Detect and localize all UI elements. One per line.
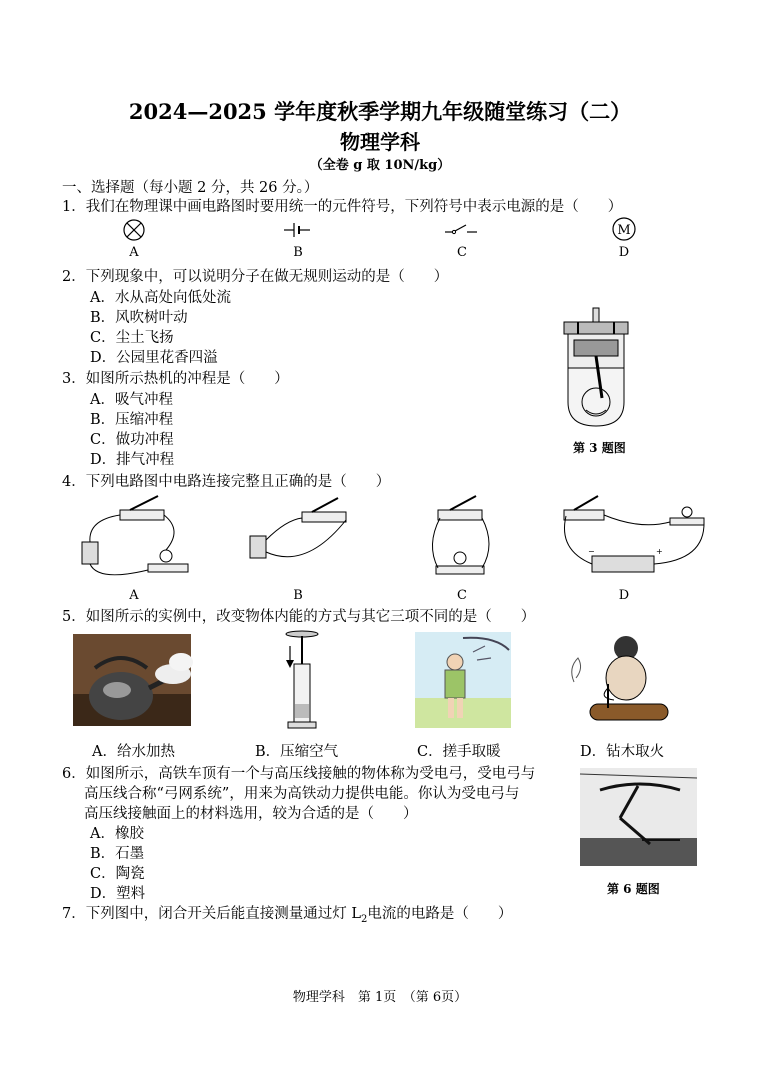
q3-figure-caption: 第 3 题图 bbox=[573, 441, 626, 455]
drilling-wood-figure bbox=[568, 628, 668, 728]
q5-option-c: C．搓手取暖 bbox=[417, 744, 501, 760]
q2-stem: 2．下列现象中，可以说明分子在做无规则运动的是（ ） bbox=[62, 269, 449, 285]
svg-text:−: − bbox=[588, 547, 595, 556]
q6-stem-line-1: 6．如图所示，高铁车顶有一个与高压线接触的物体称为受电弓，受电弓与 bbox=[62, 766, 536, 782]
svg-text:+: + bbox=[656, 547, 663, 556]
q2-option-a: A．水从高处向低处流 bbox=[90, 290, 231, 306]
circuit-d-figure bbox=[560, 490, 710, 582]
q1-label-c: C bbox=[457, 245, 467, 260]
subject-title: 物理学科 bbox=[340, 130, 420, 154]
q4-label-a: A bbox=[129, 588, 139, 603]
q5-option-d: D．钻木取火 bbox=[580, 744, 665, 760]
motor-letter: M bbox=[617, 223, 631, 238]
section-heading: 一、选择题（每小题 2 分，共 26 分。） bbox=[62, 180, 319, 196]
q6-stem-line-2: 高压线合称“弓网系统”，用来为高铁动力提供电能。你认为受电弓与 bbox=[84, 786, 520, 802]
q2-option-b: B．风吹树叶动 bbox=[90, 310, 188, 326]
kettle-photo bbox=[73, 634, 191, 726]
q2-option-d: D．公园里花香四溢 bbox=[90, 350, 218, 366]
air-pump-figure bbox=[282, 630, 322, 734]
motor-symbol-icon bbox=[611, 216, 637, 242]
circuit-a-figure bbox=[78, 490, 198, 582]
circuit-c-figure bbox=[428, 490, 498, 582]
gravity-note: （全卷 g 取 10N/kg） bbox=[309, 158, 451, 173]
battery-symbol-icon bbox=[282, 218, 312, 242]
circuit-b-figure bbox=[246, 490, 356, 582]
q3-option-c: C．做功冲程 bbox=[90, 432, 174, 448]
q5-stem: 5．如图所示的实例中，改变物体内能的方式与其它三项不同的是（ ） bbox=[62, 609, 536, 625]
rubbing-hands-figure bbox=[415, 632, 511, 728]
q4-label-b: B bbox=[293, 588, 303, 603]
q1-label-b: B bbox=[293, 245, 303, 260]
q1-label-a: A bbox=[129, 245, 139, 260]
page-footer: 物理学科 第 1页 （第 6页） bbox=[292, 990, 468, 1005]
lamp-symbol-icon bbox=[122, 218, 146, 242]
q7-stem bbox=[62, 902, 512, 925]
q6-option-b: B．石墨 bbox=[90, 846, 145, 862]
q4-label-d: D bbox=[618, 588, 630, 603]
q3-option-a: A．吸气冲程 bbox=[90, 392, 173, 408]
q4-stem: 4．下列电路图中电路连接完整且正确的是（ ） bbox=[62, 474, 391, 490]
pantograph-photo bbox=[580, 768, 697, 866]
q1-label-d: D bbox=[618, 245, 630, 260]
q1-stem: 1．我们在物理课中画电路图时要用统一的元件符号，下列符号中表示电源的是（ ） bbox=[62, 199, 623, 215]
q4-label-c: C bbox=[457, 588, 467, 603]
engine-figure bbox=[558, 306, 634, 430]
q7-stem-subscript: 2 bbox=[360, 913, 368, 925]
q3-option-b: B．压缩冲程 bbox=[90, 412, 174, 428]
q3-stem: 3．如图所示热机的冲程是（ ） bbox=[62, 371, 289, 387]
q5-option-a: A．给水加热 bbox=[92, 744, 175, 760]
switch-symbol-icon bbox=[444, 218, 478, 242]
q3-option-d: D．排气冲程 bbox=[90, 452, 175, 468]
q5-option-b: B．压缩空气 bbox=[255, 744, 339, 760]
q6-option-c: C．陶瓷 bbox=[90, 866, 145, 882]
q7-stem-pre: 7．下列图中，闭合开关后能直接测量通过灯 L bbox=[62, 906, 361, 922]
q6-option-d: D．塑料 bbox=[90, 886, 146, 902]
q2-option-c: C．尘土飞扬 bbox=[90, 330, 174, 346]
q7-stem-post: 电流的电路是（ ） bbox=[367, 906, 513, 922]
q6-figure-caption: 第 6 题图 bbox=[607, 882, 660, 896]
q6-option-a: A．橡胶 bbox=[90, 826, 144, 842]
exam-title: 2024—2025 学年度秋季学期九年级随堂练习（二） bbox=[128, 99, 632, 124]
q6-stem-line-3: 高压线接触面上的材料选用，较为合适的是（ ） bbox=[84, 806, 418, 822]
